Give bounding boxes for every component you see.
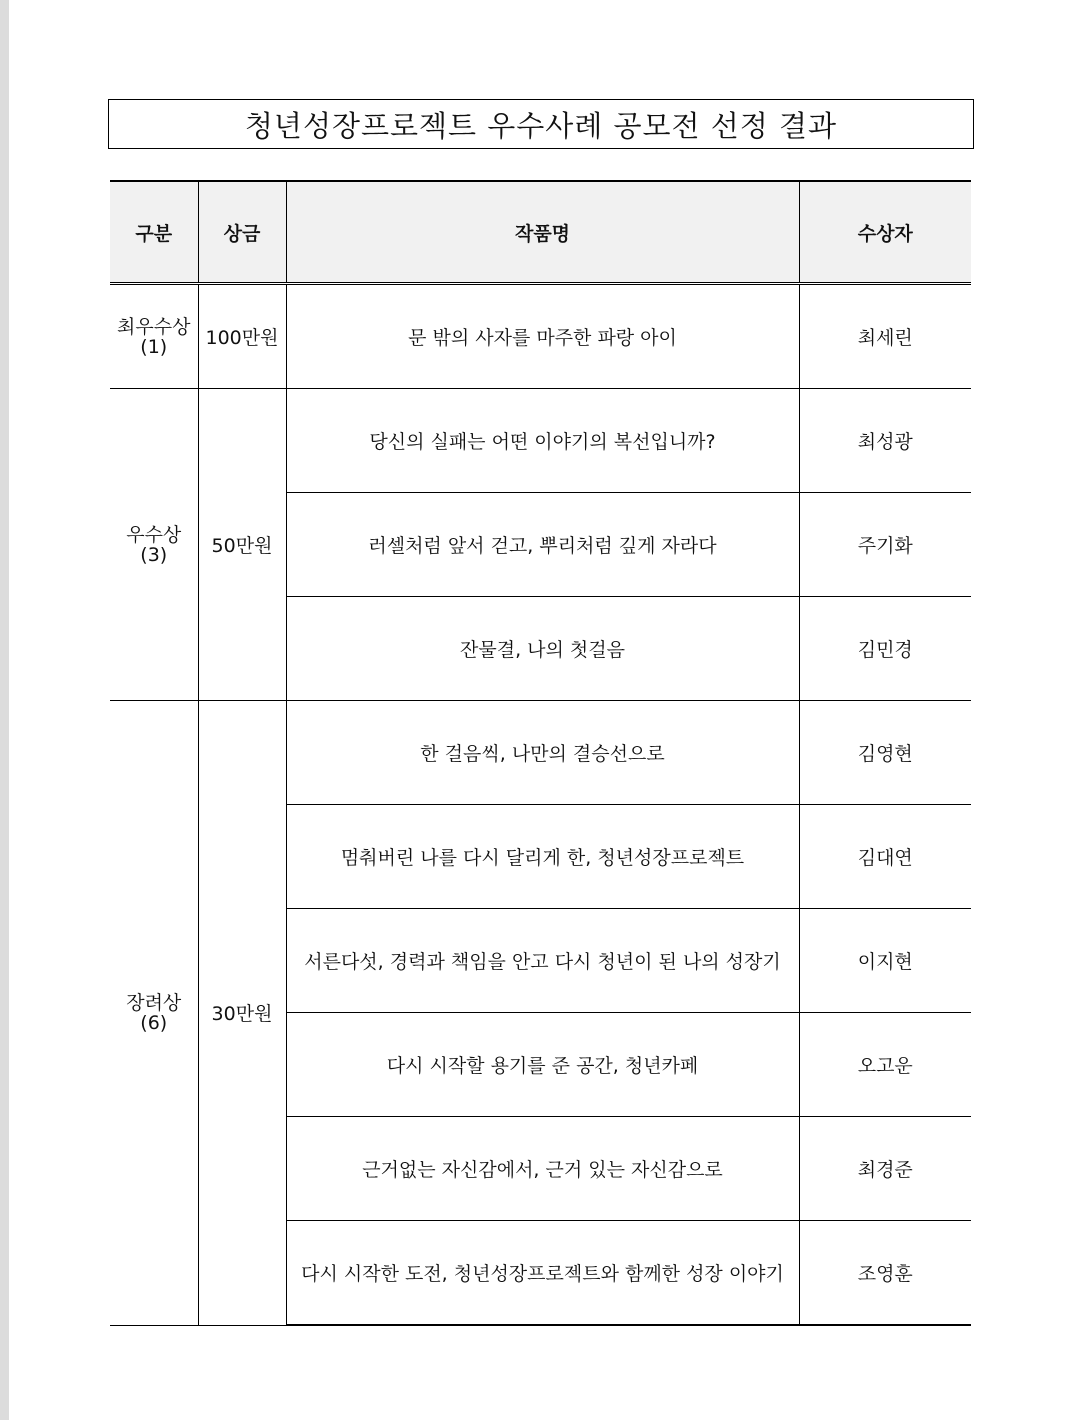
table-row xyxy=(110,284,971,389)
winner-name: 주기화 xyxy=(799,493,971,597)
winner-name: 조영훈 xyxy=(799,1221,971,1326)
category-name: 최우수상 xyxy=(117,315,191,338)
winner-name: 최경준 xyxy=(799,1117,971,1221)
page-edge xyxy=(0,0,9,1420)
work-title: 다시 시작한 도전, 청년성장프로젝트와 함께한 성장 이야기 xyxy=(286,1221,799,1326)
work-title: 다시 시작할 용기를 준 공간, 청년카페 xyxy=(286,1013,799,1117)
header-work: 작품명 xyxy=(286,181,799,284)
header-winner: 수상자 xyxy=(799,181,971,284)
table-row xyxy=(110,389,971,493)
work-title: 문 밖의 사자를 마주한 파랑 아이 xyxy=(286,284,799,389)
prize-cell: 50만원 xyxy=(198,389,286,701)
work-title: 잔물결, 나의 첫걸음 xyxy=(286,597,799,701)
category-count: (6) xyxy=(140,1011,168,1034)
prize-cell: 100만원 xyxy=(198,284,286,389)
work-title: 멈춰버린 나를 다시 달리게 한, 청년성장프로젝트 xyxy=(286,805,799,909)
header-category: 구분 xyxy=(110,181,198,284)
prize-cell: 30만원 xyxy=(198,701,286,1326)
header-row xyxy=(110,181,971,284)
winner-name: 김민경 xyxy=(799,597,971,701)
winner-name: 이지현 xyxy=(799,909,971,1013)
category-name: 장려상 xyxy=(126,991,182,1014)
winner-name: 최성광 xyxy=(799,389,971,493)
category-cell-excellence xyxy=(110,389,198,701)
winner-name: 김영현 xyxy=(799,701,971,805)
document-title xyxy=(108,99,974,149)
header-prize: 상금 xyxy=(198,181,286,284)
winner-name: 최세린 xyxy=(799,284,971,389)
work-title: 당신의 실패는 어떤 이야기의 복선입니까? xyxy=(286,389,799,493)
category-name: 우수상 xyxy=(126,523,182,546)
document-title-text: 청년성장프로젝트 우수사례 공모전 선정 결과 xyxy=(244,108,838,143)
work-title: 근거없는 자신감에서, 근거 있는 자신감으로 xyxy=(286,1117,799,1221)
winner-name: 오고운 xyxy=(799,1013,971,1117)
category-count: (3) xyxy=(140,543,168,566)
work-title: 서른다섯, 경력과 책임을 안고 다시 청년이 된 나의 성장기 xyxy=(286,909,799,1013)
category-cell-grand xyxy=(110,284,198,389)
category-cell-encouragement xyxy=(110,701,198,1326)
work-title: 한 걸음씩, 나만의 결승선으로 xyxy=(286,701,799,805)
work-title: 러셀처럼 앞서 걷고, 뿌리처럼 깊게 자라다 xyxy=(286,493,799,597)
winner-name: 김대연 xyxy=(799,805,971,909)
awards-table xyxy=(110,180,971,1326)
table-row xyxy=(110,701,971,805)
category-count: (1) xyxy=(140,335,168,358)
